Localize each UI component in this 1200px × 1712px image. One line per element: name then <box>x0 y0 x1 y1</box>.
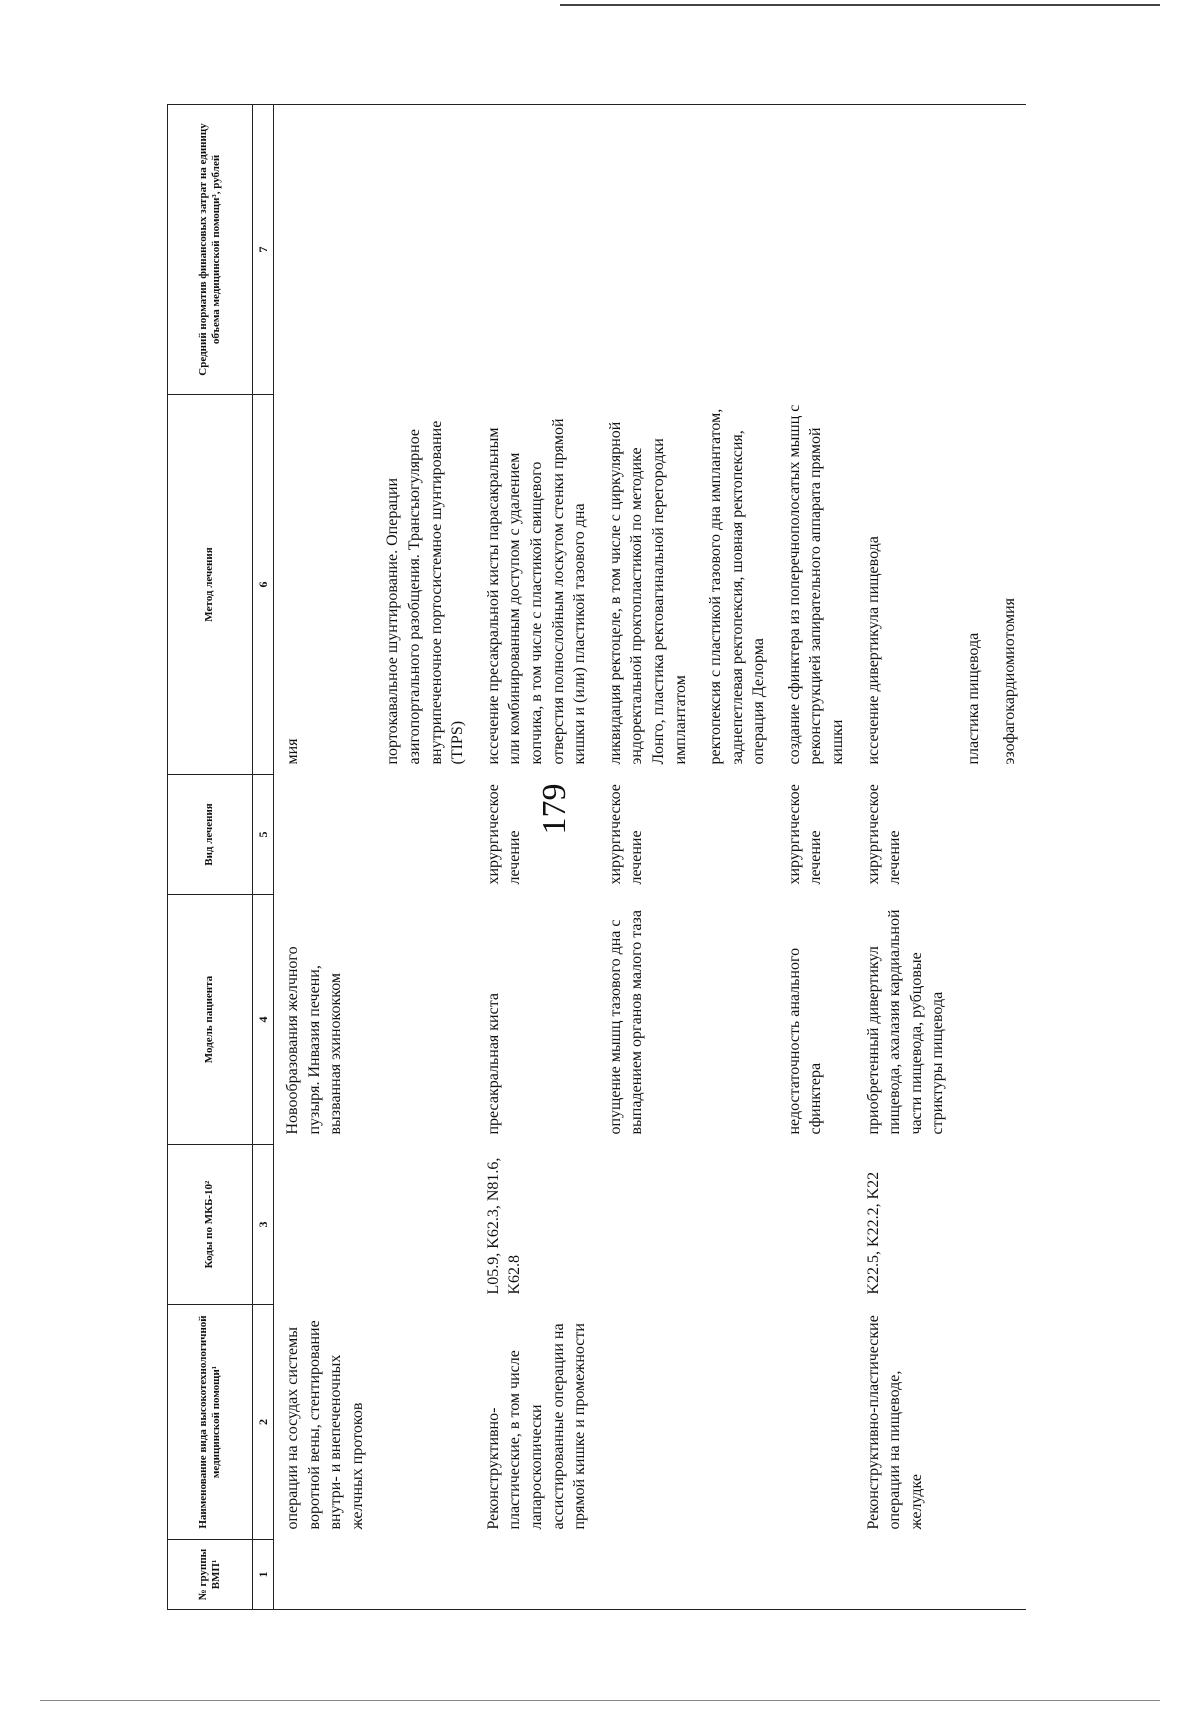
cell-model <box>955 895 991 1145</box>
column-number: 5 <box>253 775 274 895</box>
cell-name <box>991 1305 1027 1540</box>
cell-group <box>374 1540 474 1610</box>
cell-method: ликвидация ректоцеле, в том числе с циркулярной эндоректальной проктопластикой по методике Лонго, пластика ректовагинальной перегородки имплантатом <box>606 421 689 765</box>
cell-codes: L05.9, K62.3, N81.6, K62.8 <box>484 1157 524 1295</box>
column-number: 1 <box>253 1540 274 1610</box>
cell-kind: хирургическое лечение <box>606 784 646 885</box>
table-row <box>776 105 855 1610</box>
cell-kind: хирургическое лечение <box>785 784 825 885</box>
header-cost: Средний норматив финансовых затрат на единицу объема медицинской помощи³, рублей <box>168 105 253 395</box>
header-row <box>168 105 253 1610</box>
cell-codes <box>697 1145 776 1305</box>
scan-edge-line <box>40 1700 1160 1701</box>
cell-cost <box>991 105 1027 395</box>
table-row <box>374 105 474 1610</box>
header-name: Наименование вида высокотехнологичной медицинской помощи¹ <box>168 1305 253 1540</box>
cell-name <box>697 1305 776 1540</box>
cell-codes <box>597 1145 697 1305</box>
cell-kind <box>697 775 776 895</box>
cell-codes <box>955 1145 991 1305</box>
column-number: 2 <box>253 1305 274 1540</box>
cell-cost <box>855 105 955 395</box>
cell-name <box>955 1305 991 1540</box>
cell-method: эзофагокардиомиотомия <box>1000 597 1018 765</box>
cell-kind <box>274 775 375 895</box>
cell-model: приобретенный дивертикул пищевода, ахалазия кардиальной части пищевода, рубцовые стриктуры пищевода <box>864 909 947 1135</box>
cell-codes <box>776 1145 855 1305</box>
cell-cost <box>697 105 776 395</box>
cell-codes <box>274 1145 375 1305</box>
cell-group <box>776 1540 855 1610</box>
table-row <box>855 105 955 1610</box>
cell-name <box>374 1305 474 1540</box>
cell-method: ректопексия с пластикой тазового дна имплантатом, заднепетлевая ректопексия, шовная ректопексия, операция Делорма <box>707 408 768 765</box>
column-number: 6 <box>253 395 274 775</box>
cell-kind <box>955 775 991 895</box>
cell-method: мия <box>284 738 301 765</box>
column-number-row <box>253 105 274 1610</box>
cell-model: недостаточность анального сфинктера <box>785 947 825 1135</box>
cell-name <box>776 1305 855 1540</box>
cell-cost <box>597 105 697 395</box>
table-row <box>274 105 375 1610</box>
cell-name: операции на сосудах системы воротной вены, стентирование внутри- и внепеченочных желчных протоков <box>284 1320 366 1530</box>
header-codes: Коды по МКБ-10² <box>168 1145 253 1305</box>
cell-cost <box>776 105 855 395</box>
table-row <box>697 105 776 1610</box>
header-model: Модель пациента <box>168 895 253 1145</box>
cell-cost <box>374 105 474 395</box>
cell-group <box>955 1540 991 1610</box>
cell-codes <box>991 1145 1027 1305</box>
cell-method: пластика пищевода <box>965 632 983 765</box>
cell-group <box>274 1540 375 1610</box>
cell-cost <box>274 105 375 395</box>
header-kind: Вид лечения <box>168 775 253 895</box>
cell-method: иссечение дивертикула пищевода <box>864 536 882 765</box>
cell-method: иссечение пресакральной кисты парасакральным или комбинированным доступом с удалением копчика, в том числе с пластикой свищевого отверстия полнослойным лоскутом стенки прямой кишки и (или) пластикой тазового дна <box>484 418 589 765</box>
page-number: 179 <box>536 783 573 835</box>
scan-edge-line <box>560 4 1160 6</box>
cell-model: пресакральная киста <box>484 992 502 1135</box>
cell-group <box>855 1540 955 1610</box>
cell-model <box>991 895 1027 1145</box>
cell-model <box>697 895 776 1145</box>
cell-group <box>991 1540 1027 1610</box>
cell-codes <box>374 1145 474 1305</box>
column-number: 7 <box>253 105 274 395</box>
table-row <box>475 105 597 1610</box>
cell-kind: хирургическое лечение <box>864 784 904 885</box>
cell-kind <box>991 775 1027 895</box>
header-group: № группы ВМП¹ <box>168 1540 253 1610</box>
cell-model <box>374 895 474 1145</box>
cell-group <box>475 1540 597 1610</box>
header-method: Метод лечения <box>168 395 253 775</box>
column-number: 4 <box>253 895 274 1145</box>
cell-cost <box>955 105 991 395</box>
cell-name <box>597 1305 697 1540</box>
cell-method: создание сфинктера из поперечнополосатых мышц с реконструкцией запирательного аппарата прямой кишки <box>785 404 847 765</box>
cell-kind <box>374 775 474 895</box>
table-row <box>597 105 697 1610</box>
cell-group <box>597 1540 697 1610</box>
cell-name: Реконструктивно-пластические, в том числе лапароскопически ассистированные операции на прямой кишке и промежности <box>484 1323 589 1530</box>
cell-cost <box>475 105 597 395</box>
column-number: 3 <box>253 1145 274 1305</box>
treatment-table <box>167 104 1026 1610</box>
cell-name: Реконструктивно-пластические операции на пищеводе, желудке <box>864 1315 925 1530</box>
cell-model: опущение мышц тазового дна с выпадением органов малого таза <box>606 910 646 1135</box>
cell-group <box>697 1540 776 1610</box>
table-row <box>991 105 1027 1610</box>
cell-kind: хирургическое лечение <box>484 784 524 885</box>
cell-method: портокавальное шунтирование. Операции азигопортального разобщения. Трансъюгулярное внутрипеченочное портосистемное шунтирование (TIPS) <box>384 420 467 765</box>
table-row <box>955 105 991 1610</box>
cell-codes: K22.5, K22.2, K22 <box>864 1171 882 1295</box>
cell-model: Новообразования желчного пузыря. Инвазия печени, вызванная эхинококком <box>284 946 345 1135</box>
rotated-table-wrapper <box>167 105 1200 1610</box>
